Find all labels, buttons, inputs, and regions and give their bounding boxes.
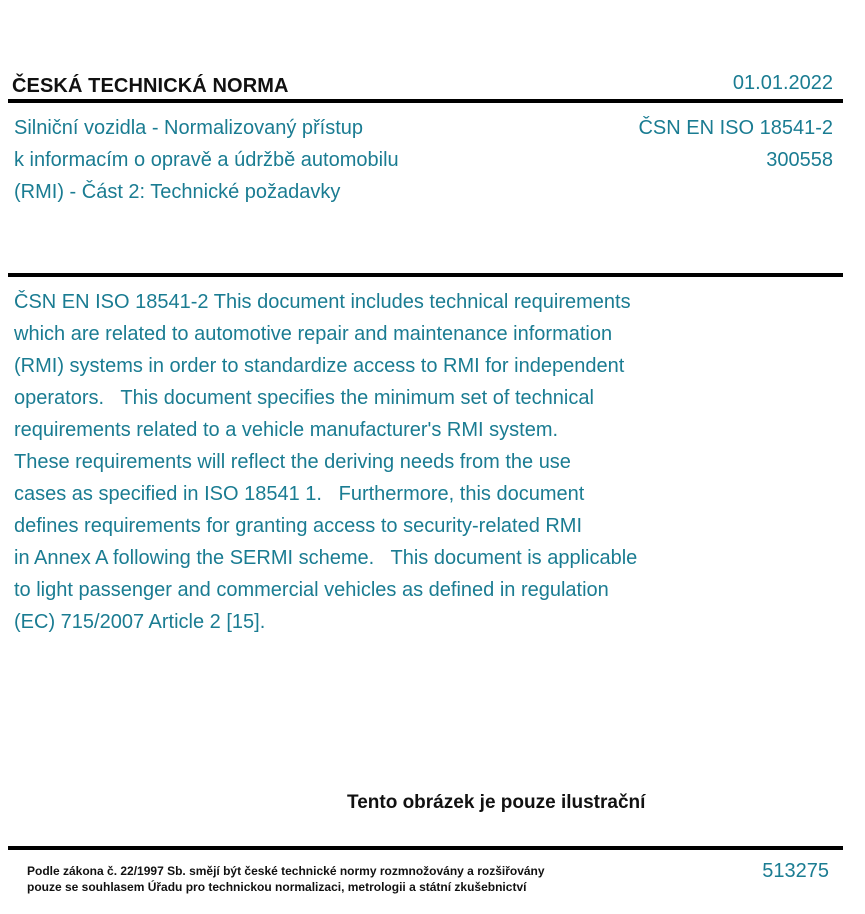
illustration-note: Tento obrázek je pouze ilustrační [347,792,646,813]
class-number: 300558 [766,149,833,171]
issue-date: 01.01.2022 [732,72,833,94]
middle-rule [8,273,843,277]
legal-notice [27,863,545,895]
abstract-line: (RMI) systems in order to standardize access to RMI for independent [14,355,625,377]
abstract-line: requirements related to a vehicle manufacturer's RMI system. [14,419,559,441]
abstract-line: (EC) 715/2007 Article 2 [15]. [14,611,266,633]
bottom-rule [8,846,843,850]
standard-title-line-3: (RMI) - Část 2: Technické požadavky [14,181,341,203]
standard-title-line-1: Silniční vozidla - Normalizovaný přístup [14,117,364,139]
norm-heading: ČESKÁ TECHNICKÁ NORMA [12,75,289,97]
standard-code: ČSN EN ISO 18541-2 [638,117,833,139]
legal-notice-line: pouze se souhlasem Úřadu pro technickou normalizaci, metrologii a státní zkušebnictví [27,880,527,894]
abstract-line: to light passenger and commercial vehicles as defined in regulation [14,579,609,601]
abstract-line: cases as specified in ISO 18541 1. Furthermore, this document [14,483,585,505]
legal-notice-line: Podle zákona č. 22/1997 Sb. smějí být české technické normy rozmnožovány a rozšiřovány [27,864,545,878]
top-rule [8,99,843,103]
abstract-line: which are related to automotive repair and maintenance information [14,323,613,345]
abstract-line: These requirements will reflect the deriving needs from the use [14,451,571,473]
standard-title-line-2: k informacím o opravě a údržbě automobilu [14,149,399,171]
abstract [14,286,714,638]
abstract-line: defines requirements for granting access to security-related RMI [14,515,583,537]
abstract-line: in Annex A following the SERMI scheme. This document is applicable [14,547,638,569]
abstract-line: operators. This document specifies the minimum set of technical [14,387,594,409]
abstract-line: ČSN EN ISO 18541-2 This document includes technical requirements [14,291,631,313]
document-number: 513275 [762,860,829,882]
